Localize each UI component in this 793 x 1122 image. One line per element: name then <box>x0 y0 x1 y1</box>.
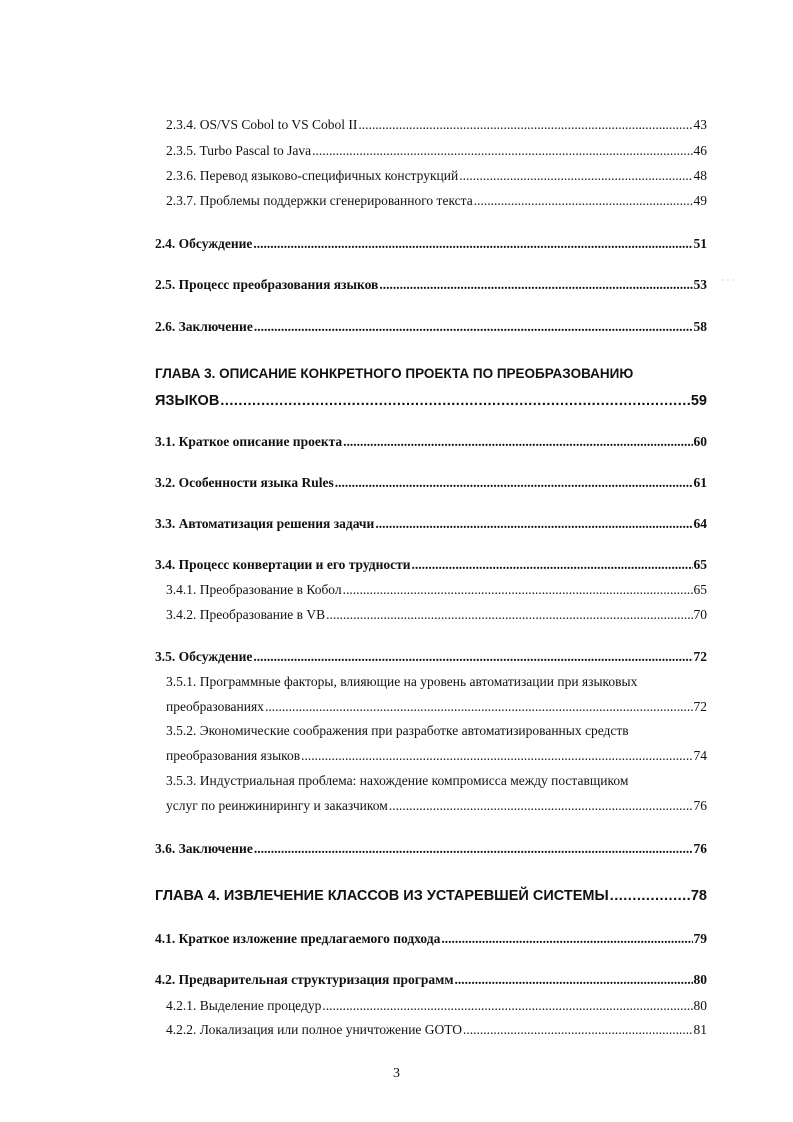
toc-entry-page: 65 <box>693 582 707 597</box>
toc-entry-page: 65 <box>693 557 707 572</box>
toc-entry-page: 80 <box>693 972 707 987</box>
toc-entry-title: 2.6. Заключение <box>155 319 253 334</box>
toc-leader <box>412 556 693 574</box>
toc-entry-page: 49 <box>693 193 707 208</box>
toc-entry[interactable] <box>155 840 707 858</box>
toc-entry-title: 2.5. Процесс преобразования языков <box>155 277 379 292</box>
page-number: 3 <box>393 1066 400 1081</box>
toc-entry-title: услуг по реинжинирингу и заказчиком <box>166 798 388 813</box>
toc-entry-page: 46 <box>693 143 707 158</box>
toc-entry-page: 64 <box>693 516 707 531</box>
toc-entry-title: 4.2.1. Выделение процедур <box>166 998 322 1013</box>
toc-entry-title: 3.1. Краткое описание проекта <box>155 434 343 449</box>
toc-entry[interactable] <box>155 556 707 574</box>
scan-artifact: · · · <box>722 276 734 285</box>
toc-entry-title: ГЛАВА 4. ИЗВЛЕЧЕНИЕ КЛАССОВ ИЗ УСТАРЕВШЕЙ СИСТЕМЫ <box>155 888 609 904</box>
toc-leader <box>254 840 693 858</box>
toc-leader <box>358 116 692 134</box>
toc-leader <box>379 276 692 294</box>
toc-entry[interactable] <box>166 167 707 185</box>
toc-entry-title: 2.3.7. Проблемы поддержки сгенерированного текста <box>166 193 473 208</box>
toc-entry-title: 3.4.2. Преобразование в VB <box>166 607 326 622</box>
toc-entry[interactable] <box>166 142 707 160</box>
toc-entry-title-line1[interactable]: 3.5.3. Индустриальная проблема: нахождение компромисса между поставщиком <box>166 773 629 788</box>
toc-entry-title: 3.5. Обсуждение <box>155 649 253 664</box>
toc-leader <box>322 997 692 1015</box>
toc-leader <box>220 392 690 410</box>
toc-entry-title: 3.4.1. Преобразование в Кобол <box>166 582 342 597</box>
toc-entry-page: 48 <box>693 168 707 183</box>
toc-leader <box>335 474 693 492</box>
toc-entry[interactable] <box>155 276 707 294</box>
toc-entry[interactable] <box>166 192 707 210</box>
toc-entry-page: 43 <box>693 117 707 132</box>
toc-entry-page: 60 <box>693 434 707 449</box>
toc-entry[interactable] <box>166 1021 707 1039</box>
toc-entry-page: 78 <box>690 888 707 904</box>
toc-leader <box>441 930 692 948</box>
toc-entry-title-line1[interactable]: 3.5.2. Экономические соображения при разработке автоматизированных средств <box>166 723 629 738</box>
toc-entry[interactable] <box>166 581 707 599</box>
toc-leader <box>312 142 692 160</box>
toc-entry-title: преобразованиях <box>166 699 264 714</box>
toc-entry[interactable] <box>166 698 707 716</box>
toc-leader <box>265 698 693 716</box>
toc-entry-page: 58 <box>693 319 707 334</box>
toc-entry-page: 59 <box>690 393 707 409</box>
toc-entry[interactable] <box>155 474 707 492</box>
toc-entry-title: 2.3.4. OS/VS Cobol to VS Cobol II <box>166 117 358 132</box>
toc-entry-title: 2.3.6. Перевод языково-специфичных конструкций <box>166 168 459 183</box>
toc-entry-page: 79 <box>693 931 707 946</box>
toc-entry-title: ЯЗЫКОВ <box>155 393 220 409</box>
toc-entry-page: 70 <box>693 607 707 622</box>
toc-entry-title: 3.2. Особенности языка Rules <box>155 475 334 490</box>
toc-leader <box>343 433 692 451</box>
toc-entry-title: 2.3.5. Turbo Pascal to Java <box>166 143 312 158</box>
toc-entry-title: 3.3. Автоматизация решения задачи <box>155 516 375 531</box>
toc-entry-title: 3.4. Процесс конвертации и его трудности <box>155 557 411 572</box>
toc-entry-page: 51 <box>693 236 707 251</box>
toc-entry[interactable] <box>155 235 707 253</box>
toc-leader <box>254 318 693 336</box>
toc-entry-page: 61 <box>693 475 707 490</box>
toc-chapter-title-line1[interactable]: ГЛАВА 3. ОПИСАНИЕ КОНКРЕТНОГО ПРОЕКТА ПО ПРЕОБРАЗОВАНИЮ <box>155 366 634 381</box>
toc-entry[interactable] <box>155 433 707 451</box>
toc-leader <box>253 235 692 253</box>
toc-chapter-entry[interactable] <box>155 887 707 905</box>
toc-entry-title: преобразования языков <box>166 748 301 763</box>
toc-entry[interactable] <box>155 648 707 666</box>
toc-entry-page: 80 <box>693 998 707 1013</box>
toc-leader <box>375 515 692 533</box>
toc-entry-page: 72 <box>693 649 707 664</box>
toc-leader <box>253 648 692 666</box>
toc-leader <box>455 971 693 989</box>
toc-entry-title-line1[interactable]: 3.5.1. Программные факторы, влияющие на уровень автоматизации при языковых <box>166 674 638 689</box>
toc-entry[interactable] <box>166 606 707 624</box>
toc-entry-title: 4.1. Краткое изложение предлагаемого подхода <box>155 931 441 946</box>
toc-entry-title: 2.4. Обсуждение <box>155 236 253 251</box>
toc-entry-page: 53 <box>693 277 707 292</box>
toc-entry[interactable] <box>166 997 707 1015</box>
toc-entry[interactable] <box>155 930 707 948</box>
toc-entry-page: 72 <box>693 699 707 714</box>
toc-entry-title: 3.6. Заключение <box>155 841 253 856</box>
toc-leader <box>389 797 693 815</box>
toc-leader <box>326 606 692 624</box>
toc-entry[interactable] <box>166 747 707 765</box>
toc-leader <box>463 1021 692 1039</box>
toc-entry-title: 4.2. Предварительная структуризация программ <box>155 972 454 987</box>
toc-leader <box>610 887 690 905</box>
toc-entry[interactable] <box>166 116 707 134</box>
toc-leader <box>301 747 692 765</box>
toc-chapter-entry[interactable] <box>155 392 707 410</box>
toc-leader <box>459 167 692 185</box>
toc-entry[interactable] <box>155 971 707 989</box>
toc-entry[interactable] <box>155 515 707 533</box>
toc-leader <box>474 192 693 210</box>
toc-leader <box>343 581 693 599</box>
toc-entry-page: 81 <box>693 1022 707 1037</box>
toc-entry-page: 74 <box>693 748 707 763</box>
toc-entry[interactable] <box>166 797 707 815</box>
toc-entry-page: 76 <box>693 841 707 856</box>
toc-entry[interactable] <box>155 318 707 336</box>
toc-entry-page: 76 <box>693 798 707 813</box>
toc-entry-title: 4.2.2. Локализация или полное уничтожение GOTO <box>166 1022 463 1037</box>
